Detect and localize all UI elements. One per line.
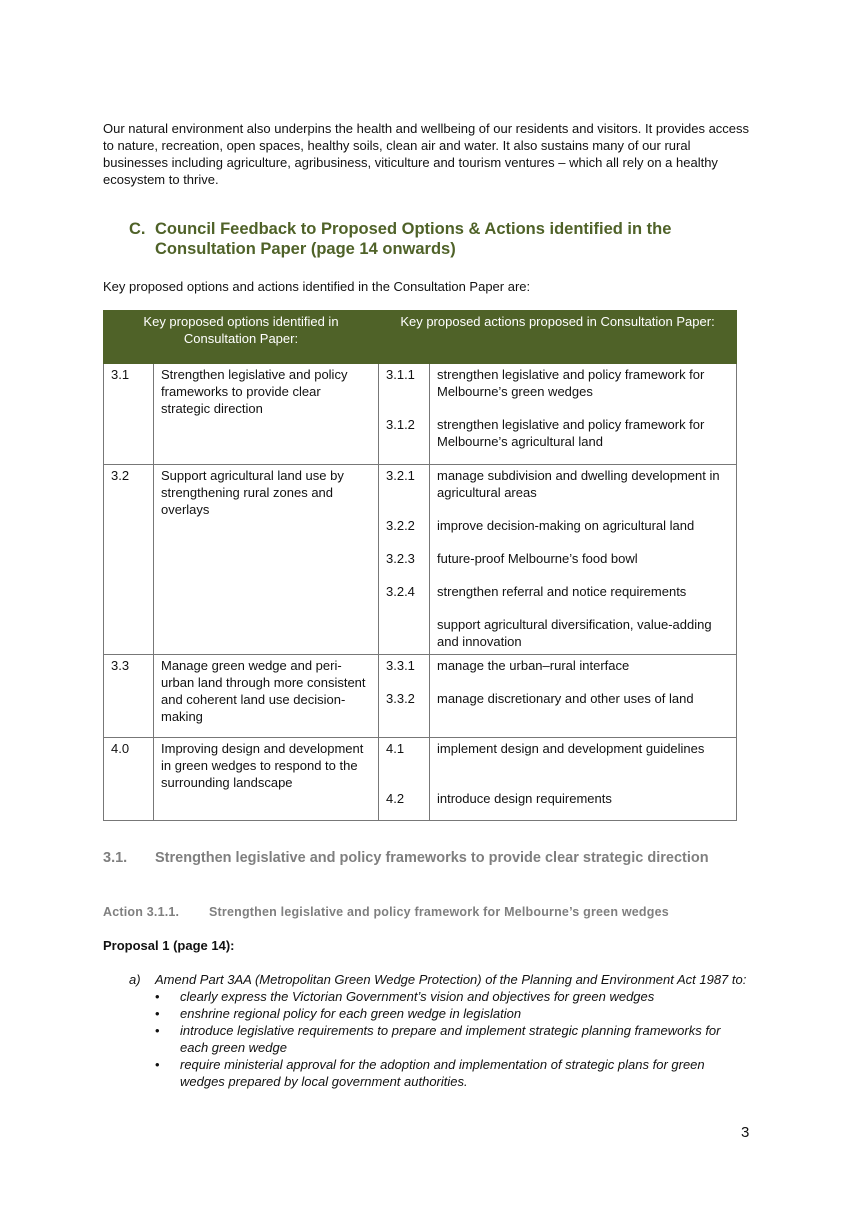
page-number: 3 — [741, 1124, 750, 1141]
table-lead-text: Key proposed options and actions identified in the Consultation Paper are: — [103, 279, 531, 294]
table-body — [104, 364, 737, 821]
action-text: future-proof Melbourne’s food bowl — [437, 551, 638, 566]
action-text: manage subdivision and dwelling development in agricultural areas — [437, 468, 720, 500]
option-number: 3.3 — [104, 655, 154, 738]
action-number: 3.2.3 — [386, 551, 415, 566]
action-heading-title: Strengthen legislative and policy framework for Melbourne’s green wedges — [209, 905, 669, 919]
option-text: Support agricultural land use by strengthening rural zones and overlays — [154, 465, 379, 655]
proposal-item-text: Amend Part 3AA (Metropolitan Green Wedge Protection) of the Planning and Environment Act 1987 to: — [155, 972, 747, 987]
subsection-number: 3.1. — [103, 850, 128, 866]
proposal-item-letter: a) — [129, 972, 141, 987]
option-text: Manage green wedge and peri-urban land through more consistent and coherent land use decision-making — [154, 655, 379, 738]
action-text: strengthen legislative and policy framework for Melbourne’s green wedges — [437, 367, 705, 399]
action-number: 3.2.4 — [386, 584, 415, 599]
action-number: 3.2.2 — [386, 518, 415, 533]
action-heading-number: Action 3.1.1. — [103, 905, 180, 919]
proposal-bullet-list — [155, 988, 749, 1090]
action-text: manage the urban–rural interface — [437, 658, 630, 673]
option-number: 3.2 — [104, 465, 154, 655]
subsection-title: Strengthen legislative and policy frameworks to provide clear strategic direction — [155, 850, 709, 866]
action-number: 3.2.1 — [386, 468, 415, 483]
section-c-letter: C. — [129, 220, 146, 238]
bullet-item: • introduce legislative requirements to prepare and implement strategic planning frameworks for each green wedge — [155, 1022, 749, 1056]
action-number: 3.1.1 — [386, 367, 415, 382]
action-text: support agricultural diversification, value-adding and innovation — [437, 617, 712, 649]
action-text: manage discretionary and other uses of land — [437, 691, 694, 706]
action-text: strengthen referral and notice requirements — [437, 584, 687, 599]
proposal-label: Proposal 1 (page 14): — [103, 938, 235, 953]
header-options: Key proposed options identified in Consultation Paper: — [104, 311, 379, 364]
action-text: strengthen legislative and policy framework for Melbourne’s agricultural land — [437, 417, 705, 449]
option-text: Strengthen legislative and policy frameworks to provide clear strategic direction — [154, 364, 379, 465]
action-number: 3.1.2 — [386, 417, 415, 432]
action-heading — [103, 904, 669, 921]
bullet-item: • clearly express the Victorian Government’s vision and objectives for green wedges — [155, 988, 749, 1005]
action-number: 3.3.1 — [386, 658, 415, 673]
header-actions: Key proposed actions proposed in Consultation Paper: — [379, 311, 737, 364]
action-number: 4.2 — [386, 791, 405, 806]
table-row — [104, 364, 737, 465]
table-header-row — [104, 311, 737, 364]
section-c-title: Council Feedback to Proposed Options & Actions identified in the Consultation Paper (page 14 onwards) — [155, 220, 672, 258]
option-number: 3.1 — [104, 364, 154, 465]
table-row — [104, 465, 737, 655]
bullet-item: • require ministerial approval for the adoption and implementation of strategic plans for green wedges prepared by local government authorities. — [155, 1056, 749, 1090]
action-text: improve decision-making on agricultural land — [437, 518, 695, 533]
section-c-heading — [129, 219, 729, 259]
bullet-item: • enshrine regional policy for each green wedge in legislation — [155, 1005, 749, 1022]
option-text: Improving design and development in green wedges to respond to the surrounding landscape — [154, 738, 379, 821]
subsection-heading — [103, 849, 723, 867]
proposal-item-a — [129, 971, 749, 1090]
options-actions-table — [103, 310, 737, 821]
action-number: 4.1 — [386, 741, 405, 756]
action-number: 3.3.2 — [386, 691, 415, 706]
table-row — [104, 738, 737, 821]
action-text: implement design and development guidelines — [437, 741, 705, 756]
intro-paragraph: Our natural environment also underpins the health and wellbeing of our residents and visitors. It provides access to nature, recreation, open spaces, healthy soils, clean air and water. It also sustains many of our rural businesses including agriculture, agribusiness, viticulture and tourism ventures – which all rely on a healthy ecosystem to thrive. — [103, 121, 750, 187]
action-text: introduce design requirements — [437, 791, 612, 806]
table-row — [104, 655, 737, 738]
option-number: 4.0 — [104, 738, 154, 821]
